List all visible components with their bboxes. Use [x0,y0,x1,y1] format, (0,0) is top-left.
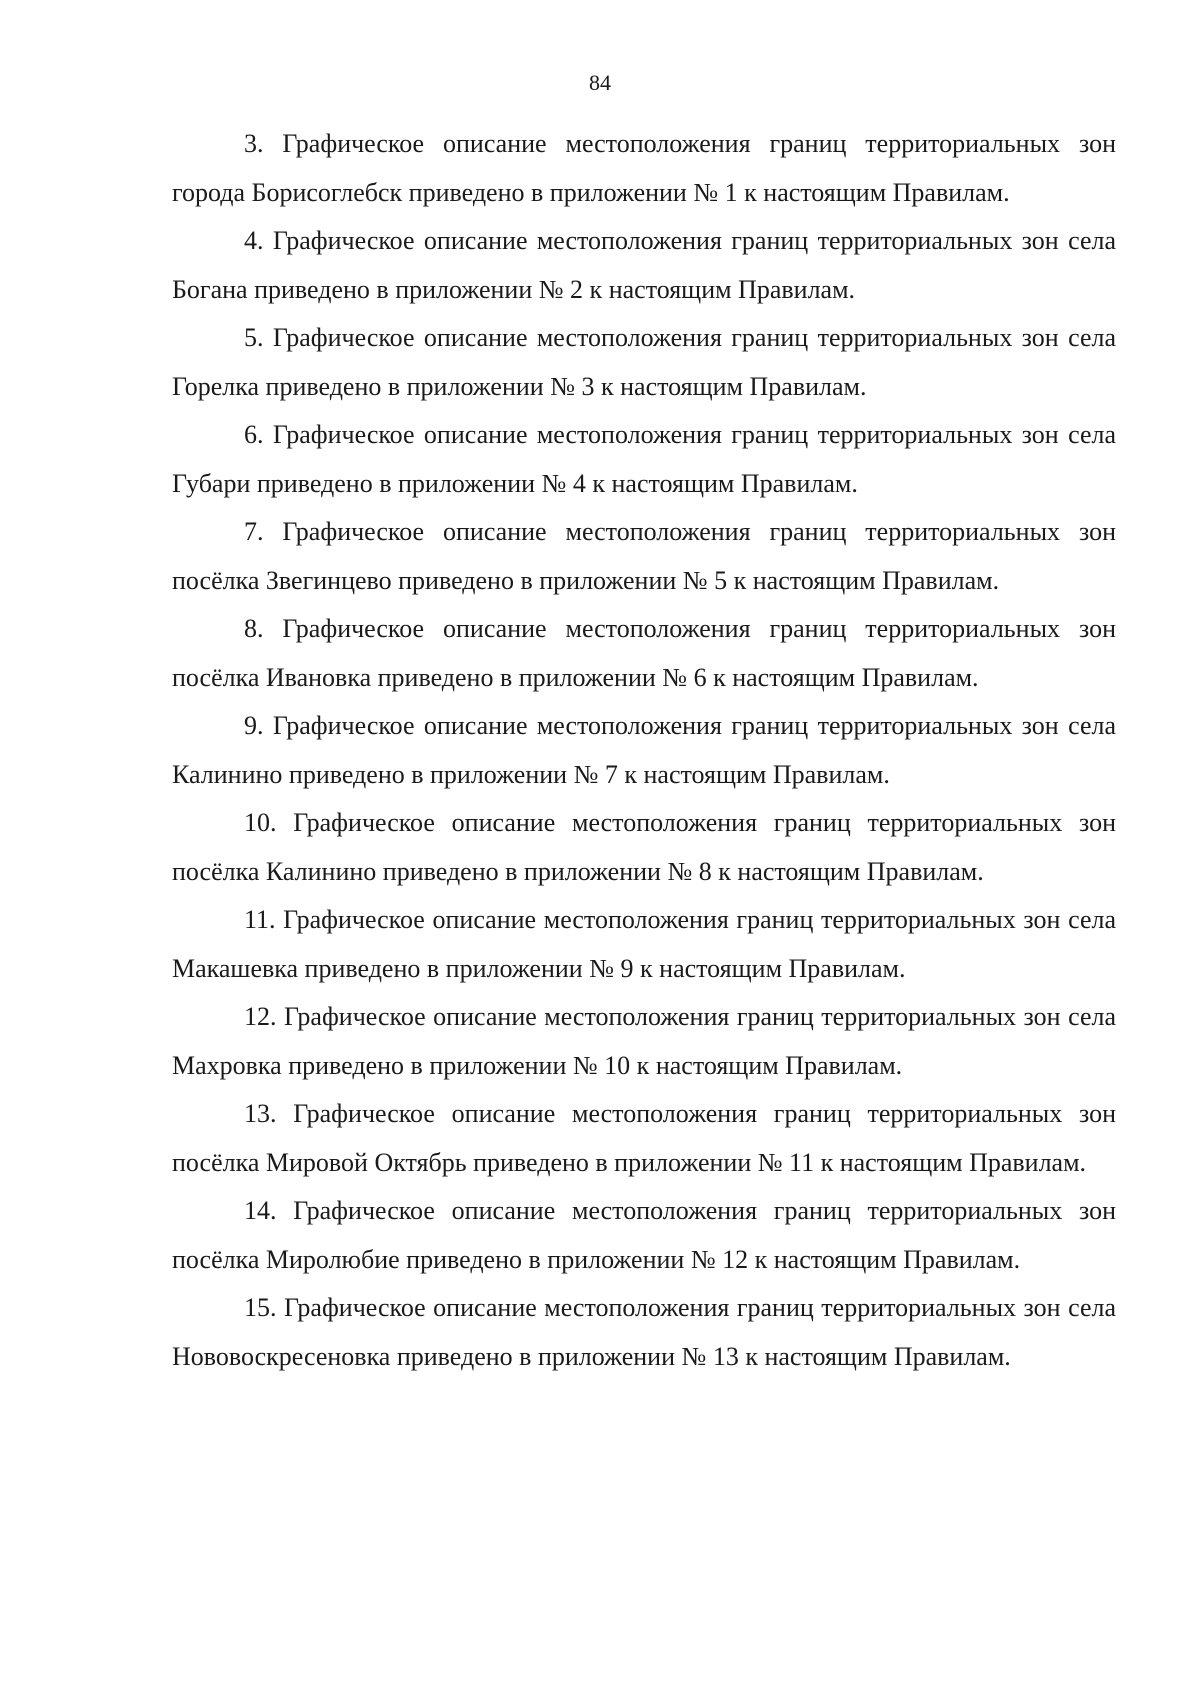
paragraph-15: 15. Графическое описание местоположения границ территориальных зон села Нововоскресеновка приведено в приложении № 13 к настоящим Правилам. [172,1293,1116,1371]
paragraph-12: 12. Графическое описание местоположения границ территориальных зон села Махровка приведено в приложении № 10 к настоящим Правилам. [172,1002,1116,1080]
paragraph-10: 10. Графическое описание местоположения границ территориальных зон посёлка Калинино приведено в приложении № 8 к настоящим Правилам. [172,808,1116,886]
paragraph-14: 14. Графическое описание местоположения границ территориальных зон посёлка Миролюбие приведено в приложении № 12 к настоящим Правилам. [172,1196,1116,1274]
body-text [172,120,1116,1381]
paragraph-13: 13. Графическое описание местоположения границ территориальных зон посёлка Мировой Октябрь приведено в приложении № 11 к настоящим Правилам. [172,1099,1116,1177]
paragraph-8: 8. Графическое описание местоположения границ территориальных зон посёлка Ивановка приведено в приложении № 6 к настоящим Правилам. [172,614,1116,692]
paragraph-11: 11. Графическое описание местоположения границ территориальных зон села Макашевка приведено в приложении № 9 к настоящим Правилам. [172,905,1116,983]
paragraph-5: 5. Графическое описание местоположения границ территориальных зон села Горелка приведено в приложении № 3 к настоящим Правилам. [172,323,1116,401]
paragraph-3: 3. Графическое описание местоположения границ территориальных зон города Борисоглебск приведено в приложении № 1 к настоящим Правилам. [172,129,1116,207]
paragraph-4: 4. Графическое описание местоположения границ территориальных зон села Богана приведено в приложении № 2 к настоящим Правилам. [172,226,1116,304]
paragraph-7: 7. Графическое описание местоположения границ территориальных зон посёлка Звегинцево приведено в приложении № 5 к настоящим Правилам. [172,517,1116,595]
paragraph-6: 6. Графическое описание местоположения границ территориальных зон села Губари приведено в приложении № 4 к настоящим Правилам. [172,420,1116,498]
page-number: 84 [589,70,611,95]
paragraph-9: 9. Графическое описание местоположения границ территориальных зон села Калинино приведено в приложении № 7 к настоящим Правилам. [172,711,1116,789]
